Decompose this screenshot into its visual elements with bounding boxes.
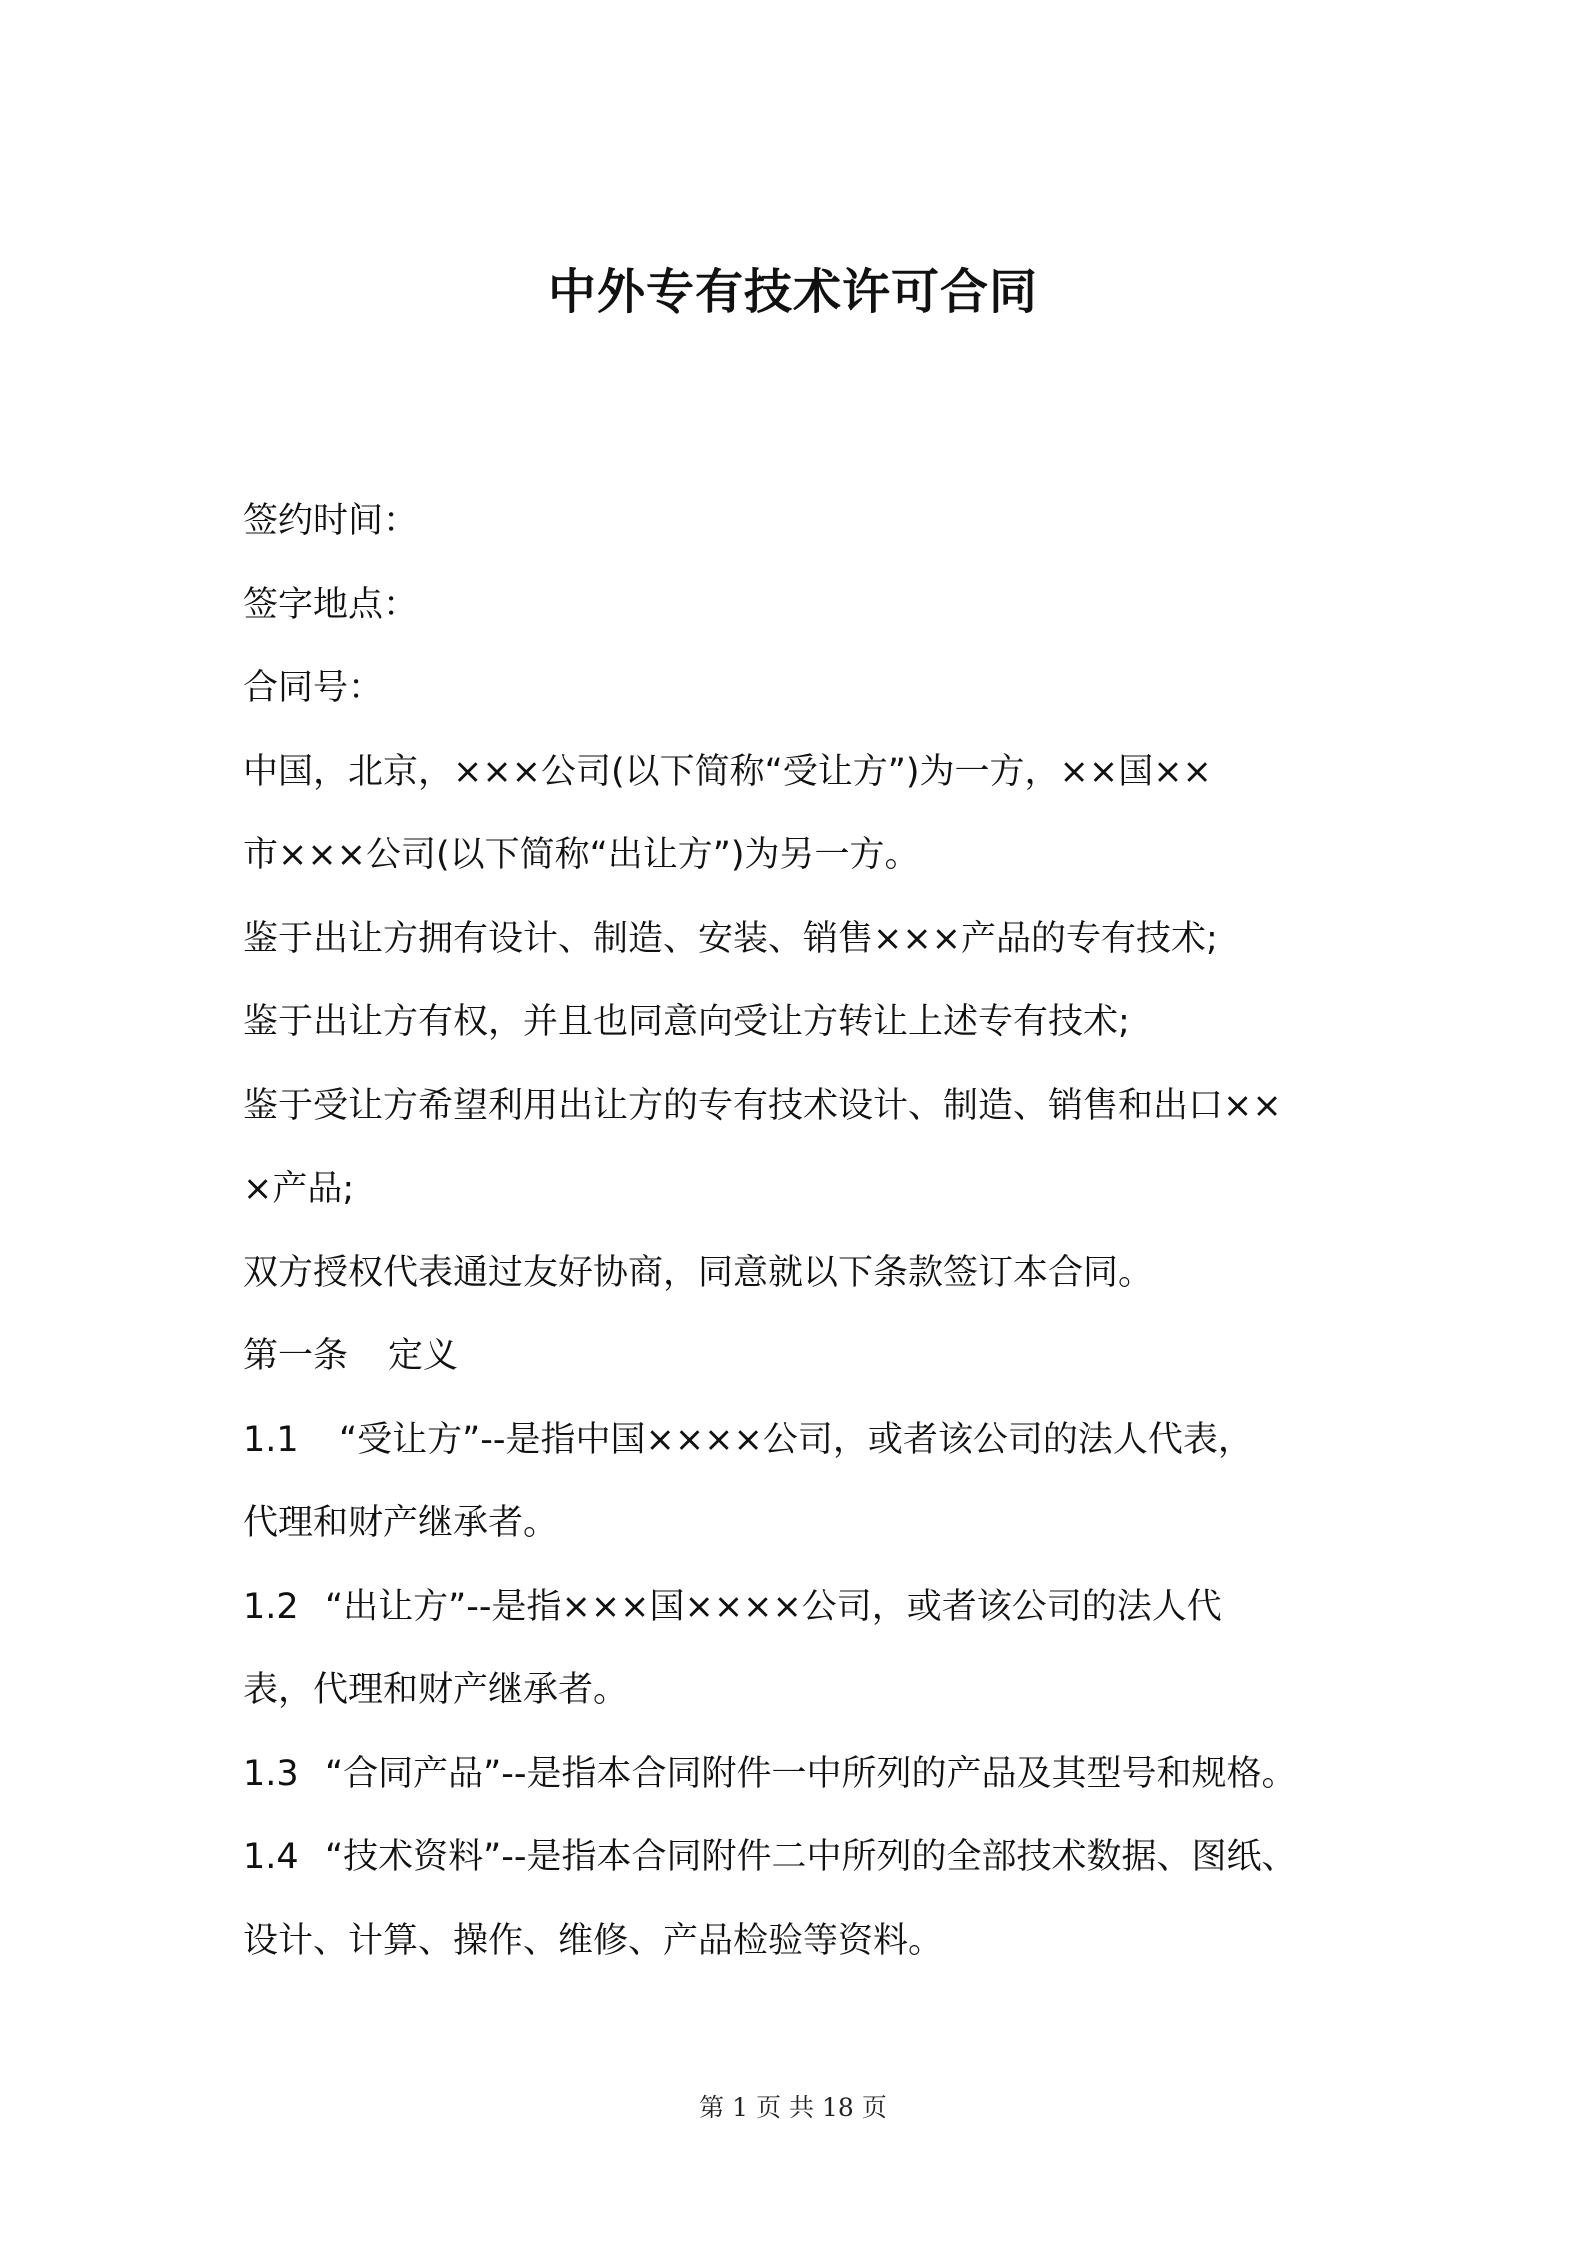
clause-text: “出让方”--是指×××国××××公司，或者该公司的法人代 xyxy=(325,1586,1222,1627)
document-body xyxy=(243,480,1363,1983)
clause-1-2-line-2: 表，代理和财产继承者。 xyxy=(243,1670,629,1710)
clause-1-4-line-1 xyxy=(243,1816,1363,1900)
signing-place-field: 签字地点： xyxy=(243,584,419,625)
whereas-clause-3-line-2: ×产品; xyxy=(243,1169,355,1209)
whereas-clause-3-line-1: 鉴于受让方希望利用出让方的专有技术设计、制造、销售和出口×× xyxy=(243,1085,1282,1126)
clause-text: “技术资料”--是指本合同附件二中所列的全部技术数据、图纸、 xyxy=(325,1837,1297,1877)
clause-1-1-line-2: 代理和财产继承者。 xyxy=(243,1503,559,1543)
page-current: 1 xyxy=(732,2093,749,2122)
clause-text: “受让方”--是指中国××××公司，或者该公司的法人代表， xyxy=(339,1419,1253,1460)
clause-1-1-line-1 xyxy=(243,1399,1363,1483)
article-1-heading xyxy=(243,1315,1363,1399)
article-1-prefix: 第一条 xyxy=(243,1336,349,1376)
clause-1-4-line-2: 设计、计算、操作、维修、产品检验等资料。 xyxy=(243,1920,944,1961)
whereas-clause-1: 鉴于出让方拥有设计、制造、安装、销售×××产品的专有技术; xyxy=(243,918,1218,959)
article-1-name: 定义 xyxy=(388,1336,459,1376)
parties-line-1: 中国，北京，×××公司(以下简称“受让方”)为一方，××国×× xyxy=(243,751,1212,792)
clause-number: 1.3 xyxy=(243,1753,299,1794)
contract-number-field: 合同号： xyxy=(243,668,384,708)
signing-time-field: 签约时间： xyxy=(243,501,419,541)
page-middle: 页 共 xyxy=(756,2093,815,2122)
clause-number: 1.4 xyxy=(243,1837,299,1877)
agreement-statement: 双方授权代表通过友好协商，同意就以下条款签订本合同。 xyxy=(243,1252,1154,1293)
clause-1-3-line-1 xyxy=(243,1733,1363,1817)
parties-line-2: 市×××公司(以下简称“出让方”)为另一方。 xyxy=(243,835,920,875)
clause-text: “合同产品”--是指本合同附件一中所列的产品及其型号和规格。 xyxy=(325,1753,1297,1794)
clause-number: 1.1 xyxy=(243,1419,299,1460)
clause-1-2-line-1 xyxy=(243,1566,1363,1650)
page-number-footer xyxy=(0,2088,1586,2128)
page-prefix: 第 xyxy=(699,2093,725,2122)
whereas-clause-2: 鉴于出让方有权，并且也同意向受让方转让上述专有技术; xyxy=(243,1002,1130,1042)
clause-number: 1.2 xyxy=(243,1586,299,1627)
document-title: 中外专有技术许可合同 xyxy=(547,264,1038,320)
page-total: 18 xyxy=(822,2093,854,2122)
page-suffix: 页 xyxy=(861,2093,887,2122)
